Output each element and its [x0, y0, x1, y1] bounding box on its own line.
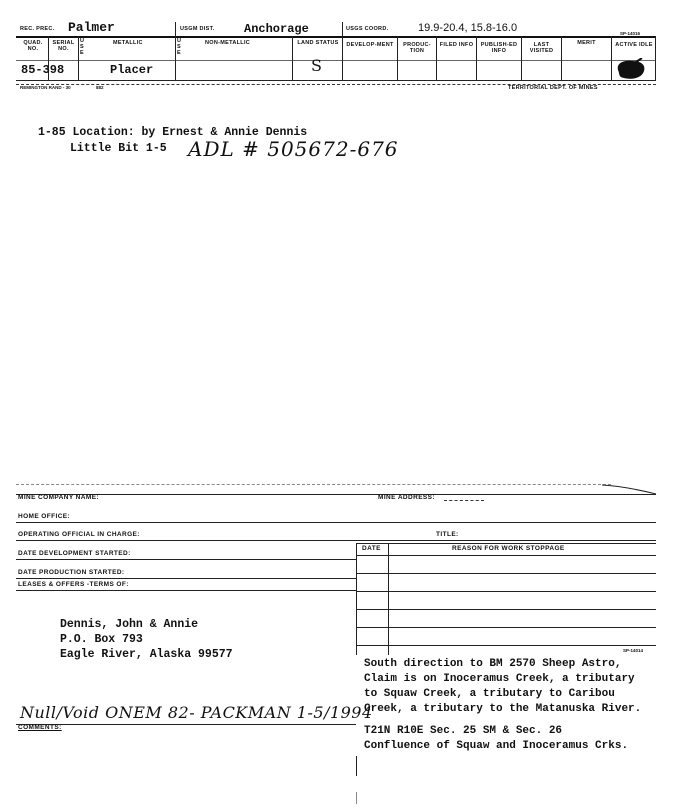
col-active-idle: ACTIVE IDLE — [615, 42, 653, 48]
handwritten-adl: ADL # 505672-676 — [188, 137, 399, 161]
comments-label: COMMENTS: — [18, 724, 62, 731]
serial-value: 85-398 — [21, 63, 65, 77]
curve-stroke — [600, 482, 658, 496]
rec-prec-label: REC. PREC. — [20, 26, 55, 32]
usgm-dist-value: Anchorage — [244, 22, 309, 36]
col-published-info: PUBLISH-ED INFO — [480, 42, 518, 54]
col-merit: MERIT — [577, 40, 596, 46]
mine-company-name-label: MINE COMPANY NAME: — [18, 494, 99, 501]
col-land-status: LAND STATUS — [297, 40, 339, 46]
col-quad-no: QUAD. NO. — [23, 40, 43, 52]
col-non-metallic: NON-METALLIC — [205, 40, 251, 46]
col-metallic: METALLIC — [113, 40, 143, 46]
desc-line-5: T21N R10E Sec. 25 SM & Sec. 26 — [364, 725, 563, 737]
remington-sub: 882 — [96, 85, 104, 90]
owner-box: P.O. Box 793 — [60, 633, 143, 646]
col-production: PRODUC-TION — [403, 42, 431, 54]
location-line: 1-85 Location: by Ernest & Annie Dennis — [38, 126, 308, 139]
col-serial-no: SERIAL NO. — [52, 40, 75, 52]
col-filed-info: FILED INFO — [439, 42, 474, 48]
mine-address-label: MINE ADDRESS: — [378, 494, 435, 501]
col-development: DEVELOP-MENT — [346, 42, 394, 48]
title-label: TITLE: — [436, 531, 459, 538]
usgm-dist-label: USGM DIST. — [180, 26, 215, 32]
usgs-coord-label: USGS COORD. — [346, 26, 389, 32]
desc-line-4: Creek, a tributary to the Matanuska River. — [364, 703, 642, 715]
usgs-coord-value: 19.9-20.4, 15.8-16.0 — [418, 22, 518, 34]
operating-official-label: OPERATING OFFICIAL IN CHARGE: — [18, 531, 140, 538]
desc-line-3: to Squaw Creek, a tributary to Caribou — [364, 688, 615, 700]
desc-line-2: Claim is on Inoceramus Creek, a tributary — [364, 673, 635, 685]
date-col-header: DATE — [362, 545, 381, 552]
land-status-value: S — [311, 56, 322, 75]
active-mark-icon — [612, 58, 650, 82]
form-code: SP-14016 — [620, 31, 641, 36]
date-production-label: DATE PRODUCTION STARTED: — [18, 569, 125, 576]
col-use-letters: U S E — [80, 38, 85, 56]
handwritten-void-note: Null/Void ONEM 82- PACKMAN 1-5/1994 — [20, 703, 373, 722]
desc-line-1: South direction to BM 2570 Sheep Astro, — [364, 658, 622, 670]
leases-offers-label: LEASES & OFFERS -TERMS OF: — [18, 581, 129, 588]
metallic-value: Placer — [110, 63, 154, 77]
rec-prec-value: Palmer — [68, 20, 115, 35]
home-office-label: HOME OFFICE: — [18, 513, 71, 520]
owner-name: Dennis, John & Annie — [60, 618, 199, 631]
date-development-label: DATE DEVELOPMENT STARTED: — [18, 550, 131, 557]
territorial-dept: TERRITORIAL DEPT. OF MINES — [508, 85, 598, 91]
desc-line-6: Confluence of Squaw and Inoceramus Crks. — [364, 740, 629, 752]
claim-line: Little Bit 1-5 — [70, 142, 167, 155]
col-last-visited: LAST VISITED — [529, 42, 554, 54]
form-code-small: SP-14014 — [623, 648, 644, 653]
remington-code: REMINGTON RAND - 30 — [20, 85, 71, 90]
col-use-letters-2: U S E — [177, 38, 182, 56]
owner-city: Eagle River, Alaska 99577 — [60, 648, 233, 661]
reason-col-header: REASON FOR WORK STOPPAGE — [452, 545, 565, 552]
